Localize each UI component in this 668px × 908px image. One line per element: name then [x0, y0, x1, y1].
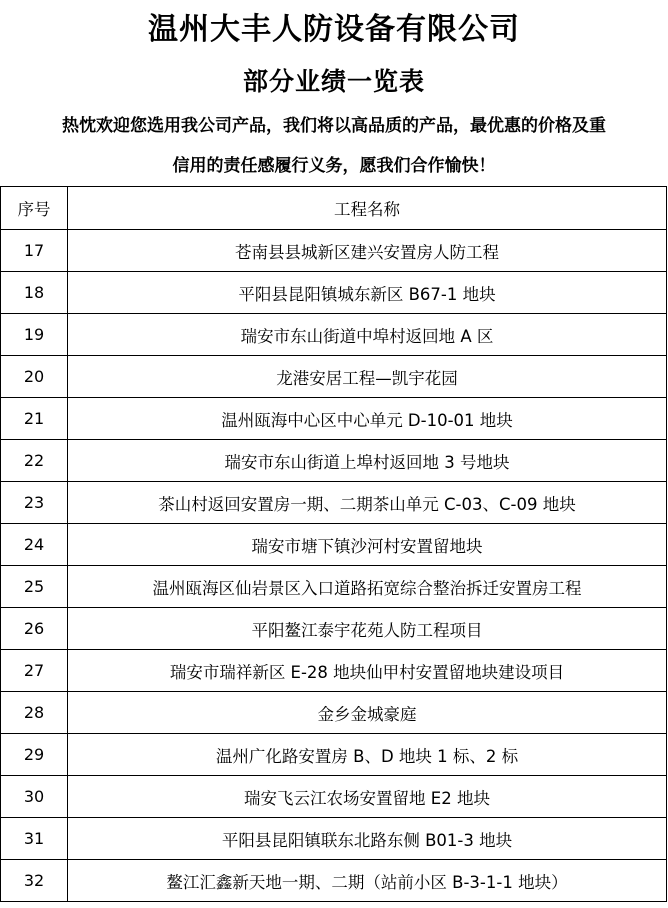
project-name: 瑞安市东山街道上埠村返回地 3 号地块	[68, 440, 667, 482]
table-row	[1, 734, 667, 776]
row-number: 26	[1, 608, 68, 650]
project-name: 瑞安飞云江农场安置留地 E2 地块	[68, 776, 667, 818]
row-number: 25	[1, 566, 68, 608]
project-name: 平阳县昆阳镇联东北路东侧 B01-3 地块	[68, 818, 667, 860]
document-subtitle: 部分业绩一览表	[242, 67, 425, 96]
row-number: 21	[1, 398, 68, 440]
intro-text-line-2: 信用的责任感履行义务，愿我们合作愉快！	[172, 156, 496, 176]
row-number: 31	[1, 818, 68, 860]
table-row	[1, 608, 667, 650]
table-row	[1, 314, 667, 356]
row-number: 27	[1, 650, 68, 692]
row-number: 32	[1, 860, 68, 902]
table-row	[1, 440, 667, 482]
project-name: 温州广化路安置房 B、D 地块 1 标、2 标	[68, 734, 667, 776]
company-name: 温州大丰人防设备有限公司	[148, 12, 520, 47]
table-row	[1, 272, 667, 314]
project-name: 茶山村返回安置房一期、二期茶山单元 C-03、C-09 地块	[68, 482, 667, 524]
row-number: 30	[1, 776, 68, 818]
project-name: 平阳鳌江泰宇花苑人防工程项目	[68, 608, 667, 650]
table-row	[1, 356, 667, 398]
table-row	[1, 230, 667, 272]
table-row	[1, 650, 667, 692]
row-number: 19	[1, 314, 68, 356]
project-name: 平阳县昆阳镇城东新区 B67-1 地块	[68, 272, 667, 314]
project-name: 瑞安市塘下镇沙河村安置留地块	[68, 524, 667, 566]
row-number: 17	[1, 230, 68, 272]
row-number: 18	[1, 272, 68, 314]
row-number: 20	[1, 356, 68, 398]
project-name: 瑞安市东山街道中埠村返回地 A 区	[68, 314, 667, 356]
table-row	[1, 860, 667, 902]
project-name: 苍南县县城新区建兴安置房人防工程	[68, 230, 667, 272]
table-row	[1, 524, 667, 566]
table-row	[1, 398, 667, 440]
table-row	[1, 776, 667, 818]
table-row	[1, 692, 667, 734]
row-number: 22	[1, 440, 68, 482]
column-header-number: 序号	[1, 187, 68, 230]
row-number: 28	[1, 692, 68, 734]
row-number: 23	[1, 482, 68, 524]
performance-table	[0, 186, 667, 902]
row-number: 29	[1, 734, 68, 776]
row-number: 24	[1, 524, 68, 566]
column-header-project-name: 工程名称	[68, 187, 667, 230]
table-header-row	[1, 187, 667, 230]
table-row	[1, 482, 667, 524]
table-row	[1, 818, 667, 860]
project-name: 龙港安居工程—凯宇花园	[68, 356, 667, 398]
project-name: 温州瓯海区仙岩景区入口道路拓宽综合整治拆迁安置房工程	[68, 566, 667, 608]
project-name: 瑞安市瑞祥新区 E-28 地块仙甲村安置留地块建设项目	[68, 650, 667, 692]
project-name: 金乡金城豪庭	[68, 692, 667, 734]
project-name: 温州瓯海中心区中心单元 D-10-01 地块	[68, 398, 667, 440]
table-row	[1, 566, 667, 608]
intro-text-line-1: 热忱欢迎您选用我公司产品，我们将以高品质的产品，最优惠的价格及重	[62, 116, 606, 136]
project-name: 鳌江汇鑫新天地一期、二期（站前小区 B-3-1-1 地块）	[68, 860, 667, 902]
